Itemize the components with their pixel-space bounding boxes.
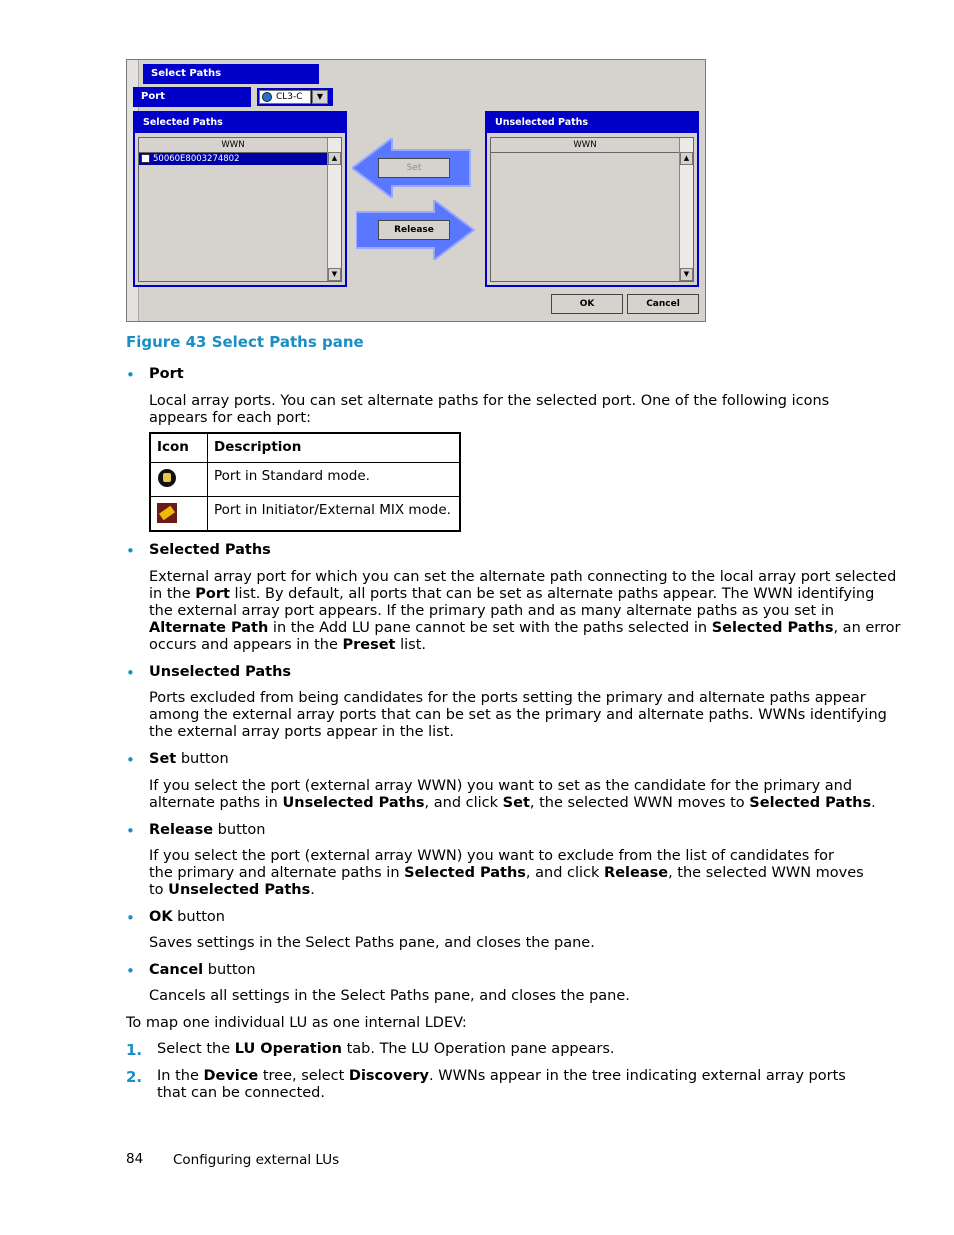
- bullet: •: [126, 542, 135, 560]
- select-paths-header: Select Paths: [143, 64, 319, 84]
- release-button[interactable]: Release: [378, 220, 450, 240]
- scrollbar[interactable]: [327, 138, 341, 281]
- wwn-column-header[interactable]: WWN: [139, 138, 327, 153]
- wwn-column-header[interactable]: WWN: [491, 138, 679, 153]
- chevron-down-icon[interactable]: ▼: [312, 90, 328, 104]
- move-buttons-area: [352, 112, 480, 286]
- text-line: Local array ports. You can set alternate paths for the selected port. One of the following icons: [149, 393, 830, 409]
- step-number: 2.: [126, 1068, 143, 1086]
- set-button[interactable]: Set: [378, 158, 450, 178]
- port-select[interactable]: [257, 88, 333, 106]
- table-cell: [150, 497, 208, 531]
- step-number: 1.: [126, 1041, 143, 1059]
- unselected-paths-description: [149, 690, 887, 741]
- text-line: Ports excluded from being candidates for the ports setting the primary and alternate paths appear: [149, 690, 866, 706]
- cancel-button-heading: Cancel button: [149, 962, 256, 978]
- scroll-up-icon[interactable]: ▲: [680, 152, 693, 165]
- selected-paths-heading: Selected Paths: [149, 542, 271, 558]
- unselected-paths-header: Unselected Paths: [487, 113, 697, 133]
- table-cell: [150, 463, 208, 497]
- unselected-paths-list[interactable]: [490, 137, 694, 282]
- icon-column-header: Icon: [150, 433, 208, 463]
- port-select-value-box[interactable]: [259, 90, 324, 104]
- procedure-intro: [126, 1015, 826, 1032]
- port-standard-mode-icon: [158, 469, 176, 487]
- figure-caption: Figure 43 Select Paths pane: [126, 333, 364, 351]
- text-line: External array port for which you can set the alternate path connecting to the local array port selected: [149, 569, 897, 585]
- text-line: If you select the port (external array WWN) you want to exclude from the list of candidates for: [149, 848, 834, 864]
- port-description: [149, 393, 849, 427]
- selected-paths-description: [149, 569, 901, 654]
- unselected-paths-heading: Unselected Paths: [149, 664, 292, 680]
- scroll-down-icon[interactable]: ▼: [328, 268, 341, 281]
- ok-button[interactable]: OK: [551, 294, 623, 314]
- text-line: In the Device tree, select Discovery. WWNs appear in the tree indicating external array ports: [157, 1068, 846, 1084]
- step-1: [157, 1041, 857, 1058]
- cancel-button-description: [149, 988, 849, 1005]
- text-line: To map one individual LU as one internal LDEV:: [126, 1015, 467, 1031]
- port-label: Port: [133, 87, 251, 107]
- selected-paths-header: Selected Paths: [135, 113, 345, 133]
- bullet: •: [126, 664, 135, 682]
- bullet: •: [126, 909, 135, 927]
- bullet: •: [126, 962, 135, 980]
- text-line: the external array ports appear in the list.: [149, 724, 455, 740]
- description-column-header: Description: [208, 433, 461, 463]
- ok-button-description: [149, 935, 849, 952]
- release-button-heading: Release button: [149, 822, 266, 838]
- scroll-down-icon[interactable]: ▼: [680, 268, 693, 281]
- text-line: the primary and alternate paths in Selected Paths, and click Release, the selected WWN moves: [149, 865, 864, 881]
- text-line: alternate paths in Unselected Paths, and click Set, the selected WWN moves to Selected Paths.: [149, 795, 876, 811]
- port-value: CL3-C: [276, 92, 303, 102]
- bullet: •: [126, 822, 135, 840]
- release-button-description: [149, 848, 864, 899]
- selected-paths-panel: [133, 111, 347, 287]
- list-item[interactable]: [139, 153, 327, 165]
- bullet: •: [126, 751, 135, 769]
- text-line: appears for each port:: [149, 410, 311, 426]
- page-number: 84: [126, 1151, 144, 1167]
- text-line: Alternate Path in the Add LU pane cannot be set with the paths selected in Selected Paths, an error: [149, 620, 901, 636]
- select-paths-screenshot: [126, 59, 706, 322]
- port-icon: [262, 92, 272, 102]
- scroll-up-icon[interactable]: ▲: [328, 152, 341, 165]
- step-2: [157, 1068, 857, 1102]
- ok-button-heading: OK button: [149, 909, 225, 925]
- bullet: •: [126, 366, 135, 384]
- port-icon-table: [149, 432, 461, 532]
- set-button-heading: Set button: [149, 751, 229, 767]
- text-line: Saves settings in the Select Paths pane, and closes the pane.: [149, 935, 595, 951]
- text-line: occurs and appears in the Preset list.: [149, 637, 427, 653]
- text-line: to Unselected Paths.: [149, 882, 315, 898]
- text-line: Select the LU Operation tab. The LU Operation pane appears.: [157, 1041, 615, 1057]
- table-cell: Port in Standard mode.: [208, 463, 461, 497]
- port-mix-mode-icon: [157, 503, 177, 523]
- wwn-port-icon: [141, 154, 150, 163]
- unselected-paths-panel: [485, 111, 699, 287]
- text-line: that can be connected.: [157, 1085, 325, 1101]
- scrollbar[interactable]: [679, 138, 693, 281]
- selected-paths-list[interactable]: [138, 137, 342, 282]
- list-item-label: 50060E8003274802: [153, 154, 240, 164]
- port-heading: Port: [149, 366, 184, 382]
- text-line: in the Port list. By default, all ports that can be set as alternate paths appear. The WWN identifying: [149, 586, 875, 602]
- footer-title: Configuring external LUs: [173, 1152, 340, 1168]
- table-cell: Port in Initiator/External MIX mode.: [208, 497, 461, 531]
- cancel-button[interactable]: Cancel: [627, 294, 699, 314]
- text-line: among the external array ports that can be set as the primary and alternate paths. WWNs identifying: [149, 707, 887, 723]
- text-line: Cancels all settings in the Select Paths pane, and closes the pane.: [149, 988, 630, 1004]
- set-button-description: [149, 778, 876, 812]
- text-line: the external array port appears. If the primary path and as many alternate paths as you set in: [149, 603, 835, 619]
- select-paths-pane: [139, 60, 699, 315]
- text-line: If you select the port (external array WWN) you want to set as the candidate for the primary and: [149, 778, 853, 794]
